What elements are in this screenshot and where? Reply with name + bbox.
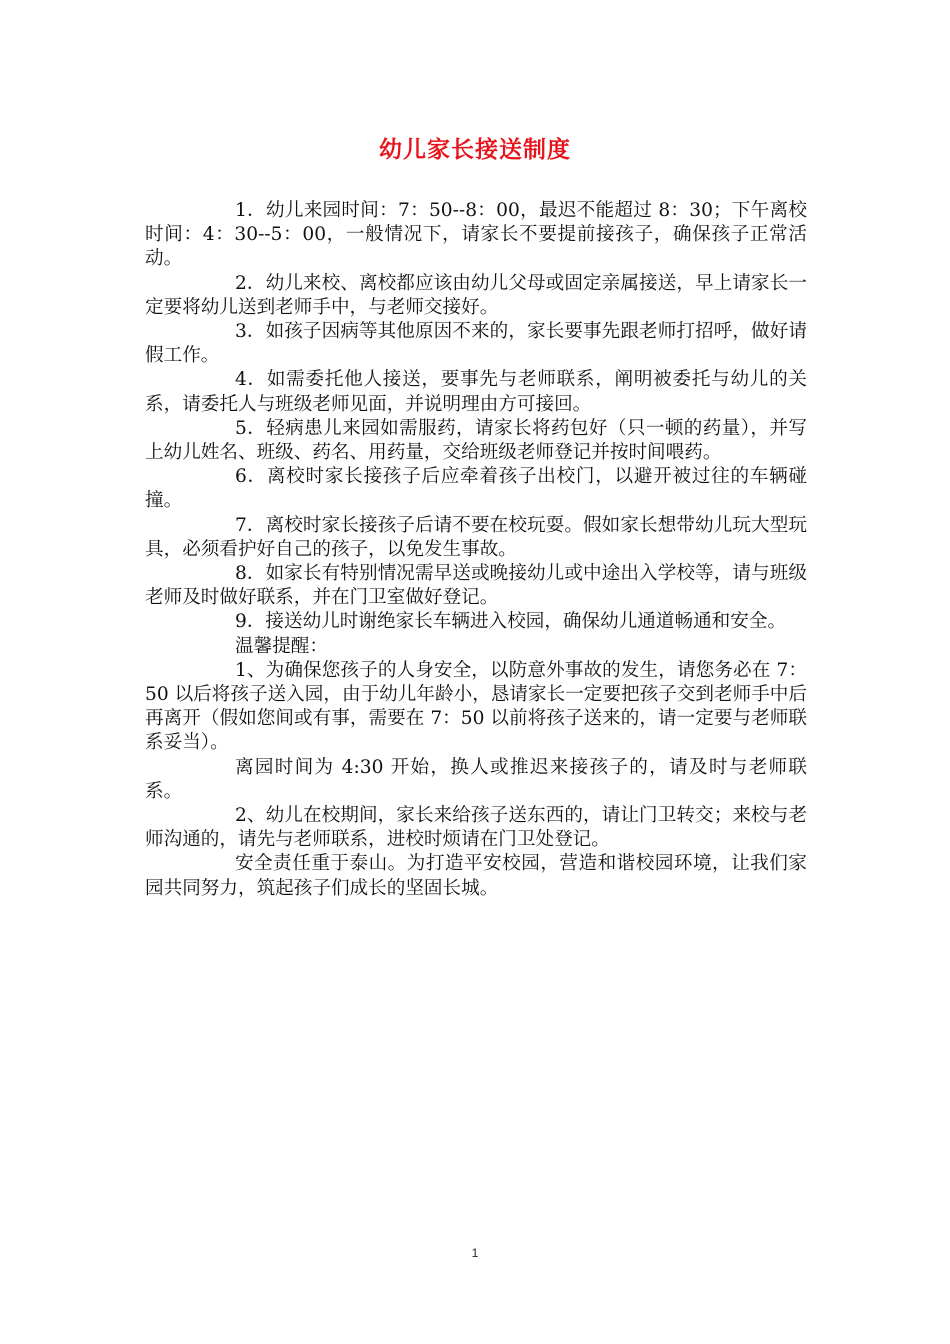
rule-paragraph-7: 7．离校时家长接孩子后请不要在校玩耍。假如家长想带幼儿玩大型玩具，必须看护好自己的孩子，以免发生事故。 <box>145 514 807 560</box>
document-body <box>145 199 807 901</box>
rule-paragraph-1: 1．幼儿来园时间：7：50--8：00，最迟不能超过 8：30；下午离校时间：4：30--5：00，一般情况下，请家长不要提前接孩子，确保孩子正常活动。 <box>145 200 807 270</box>
rule-paragraph-6: 6．离校时家长接孩子后应牵着孩子出校门，以避开被过往的车辆碰撞。 <box>145 466 807 512</box>
rule-paragraph-2: 2．幼儿来校、离校都应该由幼儿父母或固定亲属接送，早上请家长一定要将幼儿送到老师手中，与老师交接好。 <box>145 272 807 318</box>
rule-paragraph-5: 5．轻病患儿来园如需服药，请家长将药包好（只一顿的药量），并写上幼儿姓名、班级、药名、用药量，交给班级老师登记并按时间喂药。 <box>145 417 807 464</box>
document-title: 幼儿家长接送制度 <box>379 137 571 163</box>
reminder-paragraph-pickup-time: 离园时间为 4:30 开始，换人或推迟来接孩子的，请及时与老师联系。 <box>145 756 807 802</box>
rule-paragraph-9: 9．接送幼儿时谢绝家长车辆进入校园，确保幼儿通道畅通和安全。 <box>235 611 787 633</box>
closing-paragraph: 安全责任重于泰山。为打造平安校园，营造和谐校园环境，让我们家园共同努力，筑起孩子们成长的坚固长城。 <box>145 853 807 899</box>
page-number: 1 <box>471 1246 479 1260</box>
rule-paragraph-8: 8．如家长有特别情况需早送或晚接幼儿或中途出入学校等，请与班级老师及时做好联系，并在门卫室做好登记。 <box>145 563 807 609</box>
reminder-paragraph-1: 1、为确保您孩子的人身安全，以防意外事故的发生，请您务必在 7：50 以后将孩子送入园，由于幼儿年龄小，恳请家长一定要把孩子交到老师手中后再离开（假如您间或有事，需要在 7：50 以前将孩子送来的，请一定要与老师联系妥当）。 <box>145 659 807 754</box>
reminder-paragraph-2: 2、幼儿在校期间，家长来给孩子送东西的，请让门卫转交；来校与老师沟通的，请先与老师联系，进校时烦请在门卫处登记。 <box>145 805 807 851</box>
rule-paragraph-3: 3．如孩子因病等其他原因不来的，家长要事先跟老师打招呼，做好请假工作。 <box>145 321 807 367</box>
rule-paragraph-4: 4．如需委托他人接送，要事先与老师联系，阐明被委托与幼儿的关系，请委托人与班级老师见面，并说明理由方可接回。 <box>145 369 807 415</box>
reminder-heading: 温馨提醒： <box>235 635 328 657</box>
